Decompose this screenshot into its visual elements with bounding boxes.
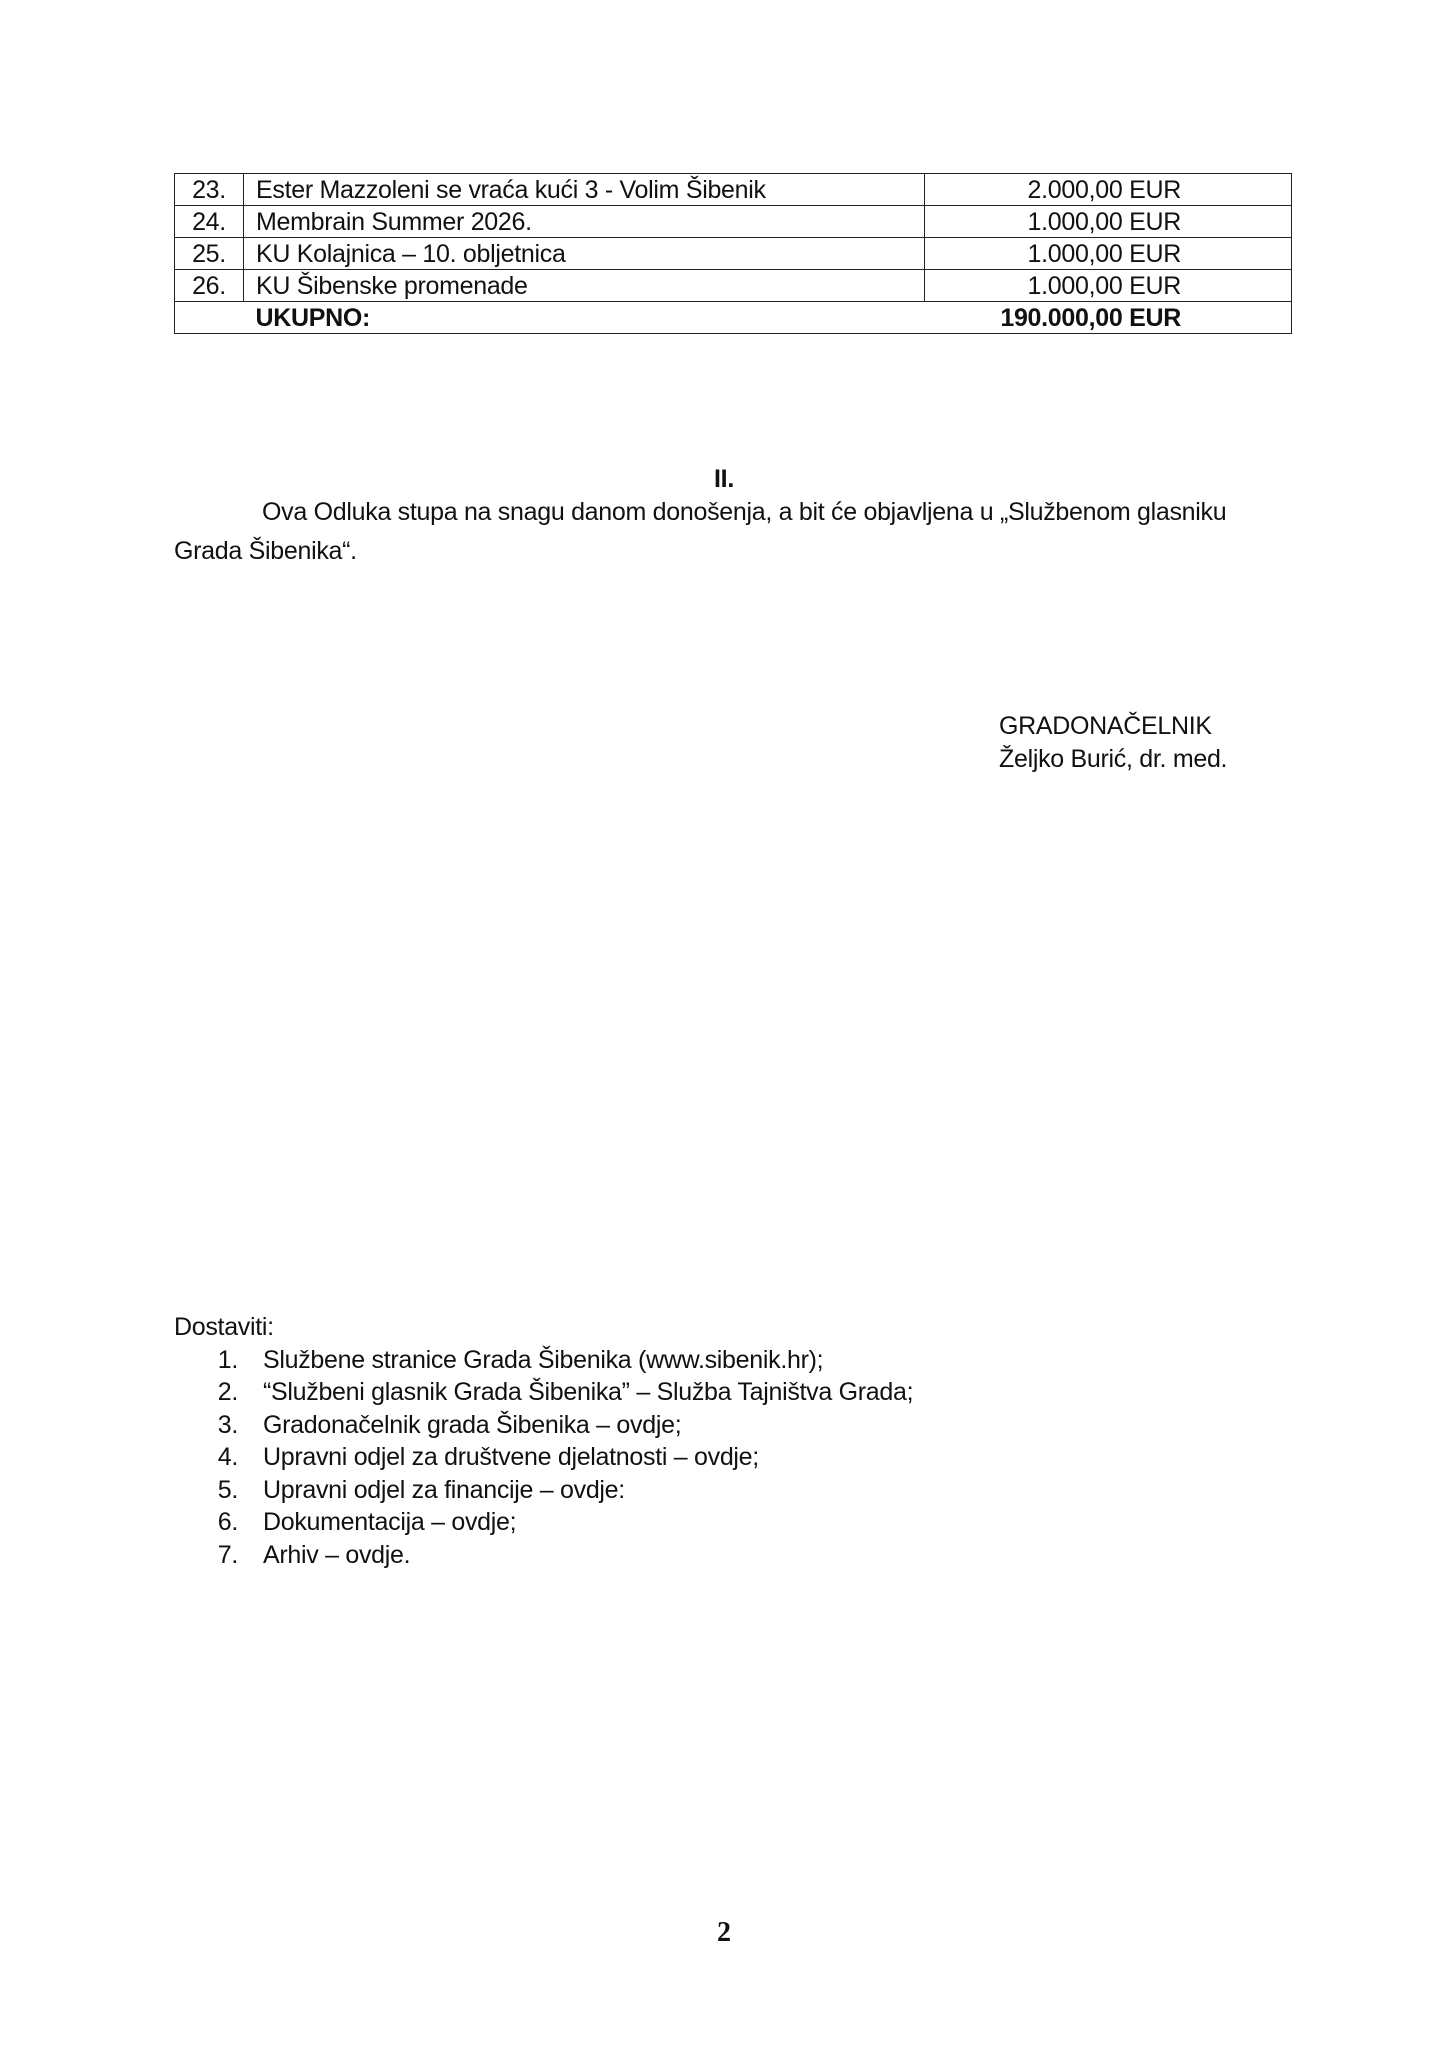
table-row [175,238,1292,270]
section-heading: II. [714,465,734,493]
list-index: 4. [217,1443,238,1471]
list-index: 6. [217,1508,238,1536]
total-spacer [175,302,244,334]
row-amount: 1.000,00 EUR [925,206,1292,238]
list-item [174,1474,913,1507]
distribution-heading: Dostaviti: [174,1313,274,1341]
table-row [175,206,1292,238]
funding-table [174,173,1292,334]
table-row [175,270,1292,302]
row-amount: 2.000,00 EUR [925,174,1292,206]
list-index: 7. [217,1540,238,1569]
list-text: Upravni odjel za financije – ovdje: [263,1475,625,1504]
row-number: 26. [175,270,244,302]
row-number: 25. [175,238,244,270]
row-name: Ester Mazzoleni se vraća kući 3 - Volim Šibenik [244,174,925,206]
row-name: KU Šibenske promenade [244,270,925,302]
signature-name: Željko Burić, dr. med. [999,745,1228,773]
row-number: 24. [175,206,244,238]
table-row [175,174,1292,206]
list-text: Gradonačelnik grada Šibenika – ovdje; [263,1410,682,1439]
list-text: “Službeni glasnik Grada Šibenika” – Služba Tajništva Grada; [263,1378,914,1406]
list-item [174,1344,913,1377]
row-number: 23. [175,174,244,206]
list-item [174,1506,913,1539]
row-amount: 1.000,00 EUR [925,270,1292,302]
list-index: 2. [217,1378,238,1406]
total-amount: 190.000,00 EUR [925,302,1292,334]
page-number: 2 [717,1917,731,1948]
list-item [174,1539,913,1572]
list-index: 3. [217,1410,238,1439]
row-amount: 1.000,00 EUR [925,238,1292,270]
list-text: Službene stranice Grada Šibenika (www.sibenik.hr); [263,1345,824,1374]
list-text: Dokumentacija – ovdje; [263,1508,517,1536]
signature-title: GRADONAČELNIK [999,712,1212,740]
distribution-list [174,1311,913,1571]
total-row [175,302,1292,334]
list-text: Upravni odjel za društvene djelatnosti – ovdje; [263,1443,759,1471]
recipient-list [174,1344,913,1572]
list-index: 5. [217,1475,238,1504]
total-label: UKUPNO: [244,302,925,334]
section-paragraph: Ova Odluka stupa na snagu danom donošenja, a bit će objavljena u „Službenom glasniku Grada Šibenika“. [174,498,1227,565]
row-name: Membrain Summer 2026. [244,206,925,238]
signature-block [999,710,1227,776]
list-text: Arhiv – ovdje. [263,1540,411,1569]
list-item [174,1409,913,1442]
list-item [174,1441,913,1474]
list-item [174,1376,913,1409]
row-name: KU Kolajnica – 10. obljetnica [244,238,925,270]
list-index: 1. [217,1345,238,1374]
